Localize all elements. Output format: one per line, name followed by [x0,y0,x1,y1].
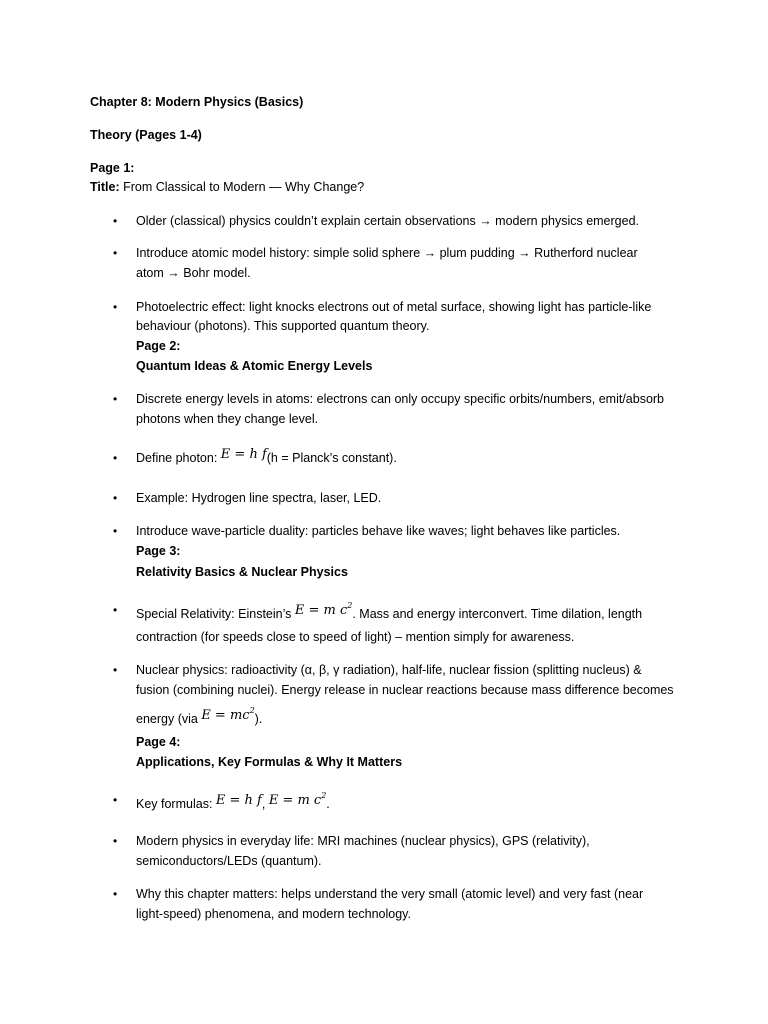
page4-bullet-3-line-1: Why this chapter matters: helps understand the very small (atomic level) and very fast (near [136,887,644,901]
bullet-marker: • [113,300,118,314]
page3-bullet-1-line-2: contraction (for speeds close to speed of light) – mention simply for awareness. [136,630,575,644]
page3-subheading: Relativity Basics & Nuclear Physics [136,565,348,579]
superscript-two: 2 [249,706,255,715]
energy-via-text: energy (via [136,712,202,726]
special-relativity-text: Special Relativity: Einstein’s [136,607,295,621]
bullet-marker: • [113,491,118,505]
mass-energy-formula [295,603,352,618]
page1-bullet-3-line-1: Photoelectric effect: light knocks electrons out of metal surface, showing light has particle-like [136,300,652,314]
special-relativity-cont: . Mass and energy interconvert. Time dilation, length [352,607,643,621]
page4-bullet-1 [136,790,330,815]
page1-title-text: From Classical to Modern — Why Change? [119,180,365,194]
photon-energy-formula: E = h f [220,447,267,462]
page1-bullet-1: Older (classical) physics couldn’t explain certain observations → modern physics emerged. [136,214,639,228]
bullet-marker: • [113,834,118,848]
page2-bullet-4: Introduce wave-particle duality: particles behave like waves; light behaves like particles. [136,524,621,538]
page2-bullet-2 [136,448,397,469]
page4-subheading: Applications, Key Formulas & Why It Matters [136,755,403,769]
page2-bullet-1-line-2: photons when they change level. [136,412,319,426]
page1-bullet-2-line-2: atom → Bohr model. [136,266,251,280]
superscript-two: 2 [347,601,353,610]
page3-bullet-2-line-1: Nuclear physics: radioactivity (α, β, γ radiation), half-life, nuclear fission (splitting nucleus) & [136,663,642,677]
mass-energy-formula-base: E = m c [294,603,348,618]
page1-bullet-3-line-2: behaviour (photons). This supported quantum theory. [136,319,430,333]
page2-bullet-3: Example: Hydrogen line spectra, laser, LED. [136,491,382,505]
bullet-marker: • [113,214,118,228]
bullet-marker: • [113,793,118,807]
page1-heading: Page 1: [90,161,135,175]
page4-bullet-3-line-2: light-speed) phenomena, and modern technology. [136,907,411,921]
key-formulas-text: Key formulas: [136,797,216,811]
bullet-marker: • [113,603,118,617]
mass-energy-formula [269,793,326,808]
mass-energy-formula-base: E = m c [268,793,322,808]
mass-energy-formula-base: E = mc [201,708,250,723]
section-title: Theory (Pages 1-4) [90,128,202,142]
mass-energy-formula [201,708,254,723]
formula-separator: , [261,797,269,811]
page4-heading: Page 4: [136,735,181,749]
photon-energy-formula: E = h f [215,793,262,808]
bullet-marker: • [113,392,118,406]
page3-bullet-2-line-3 [136,705,262,730]
energy-via-close: ). [254,712,263,726]
page2-heading: Page 2: [136,339,181,353]
bullet-marker: • [113,887,118,901]
page1-bullet-2-line-1: Introduce atomic model history: simple solid sphere → plum pudding → Rutherford nuclear [136,246,638,260]
page3-heading: Page 3: [136,544,181,558]
bullet-marker: • [113,451,118,465]
bullet-marker: • [113,524,118,538]
chapter-title: Chapter 8: Modern Physics (Basics) [90,95,304,109]
planck-note: (h = Planck’s constant). [266,451,397,465]
page2-bullet-1-line-1: Discrete energy levels in atoms: electrons can only occupy specific orbits/numbers, emit/absorb [136,392,665,406]
page3-bullet-1-line-1 [136,600,642,625]
page4-bullet-2-line-2: semiconductors/LEDs (quantum). [136,854,322,868]
page4-bullet-2-line-1: Modern physics in everyday life: MRI machines (nuclear physics), GPS (relativity), [136,834,590,848]
bullet-marker: • [113,246,118,260]
page2-subheading: Quantum Ideas & Atomic Energy Levels [136,359,373,373]
page3-bullet-2-line-2: fusion (combining nuclei). Energy release in nuclear reactions because mass difference becomes [136,683,674,697]
page1-title-line [90,177,364,197]
bullet-marker: • [113,663,118,677]
page1-title-label: Title: [90,180,120,194]
key-formulas-end: . [326,797,330,811]
superscript-two: 2 [321,791,327,800]
define-photon-text: Define photon: [136,451,221,465]
